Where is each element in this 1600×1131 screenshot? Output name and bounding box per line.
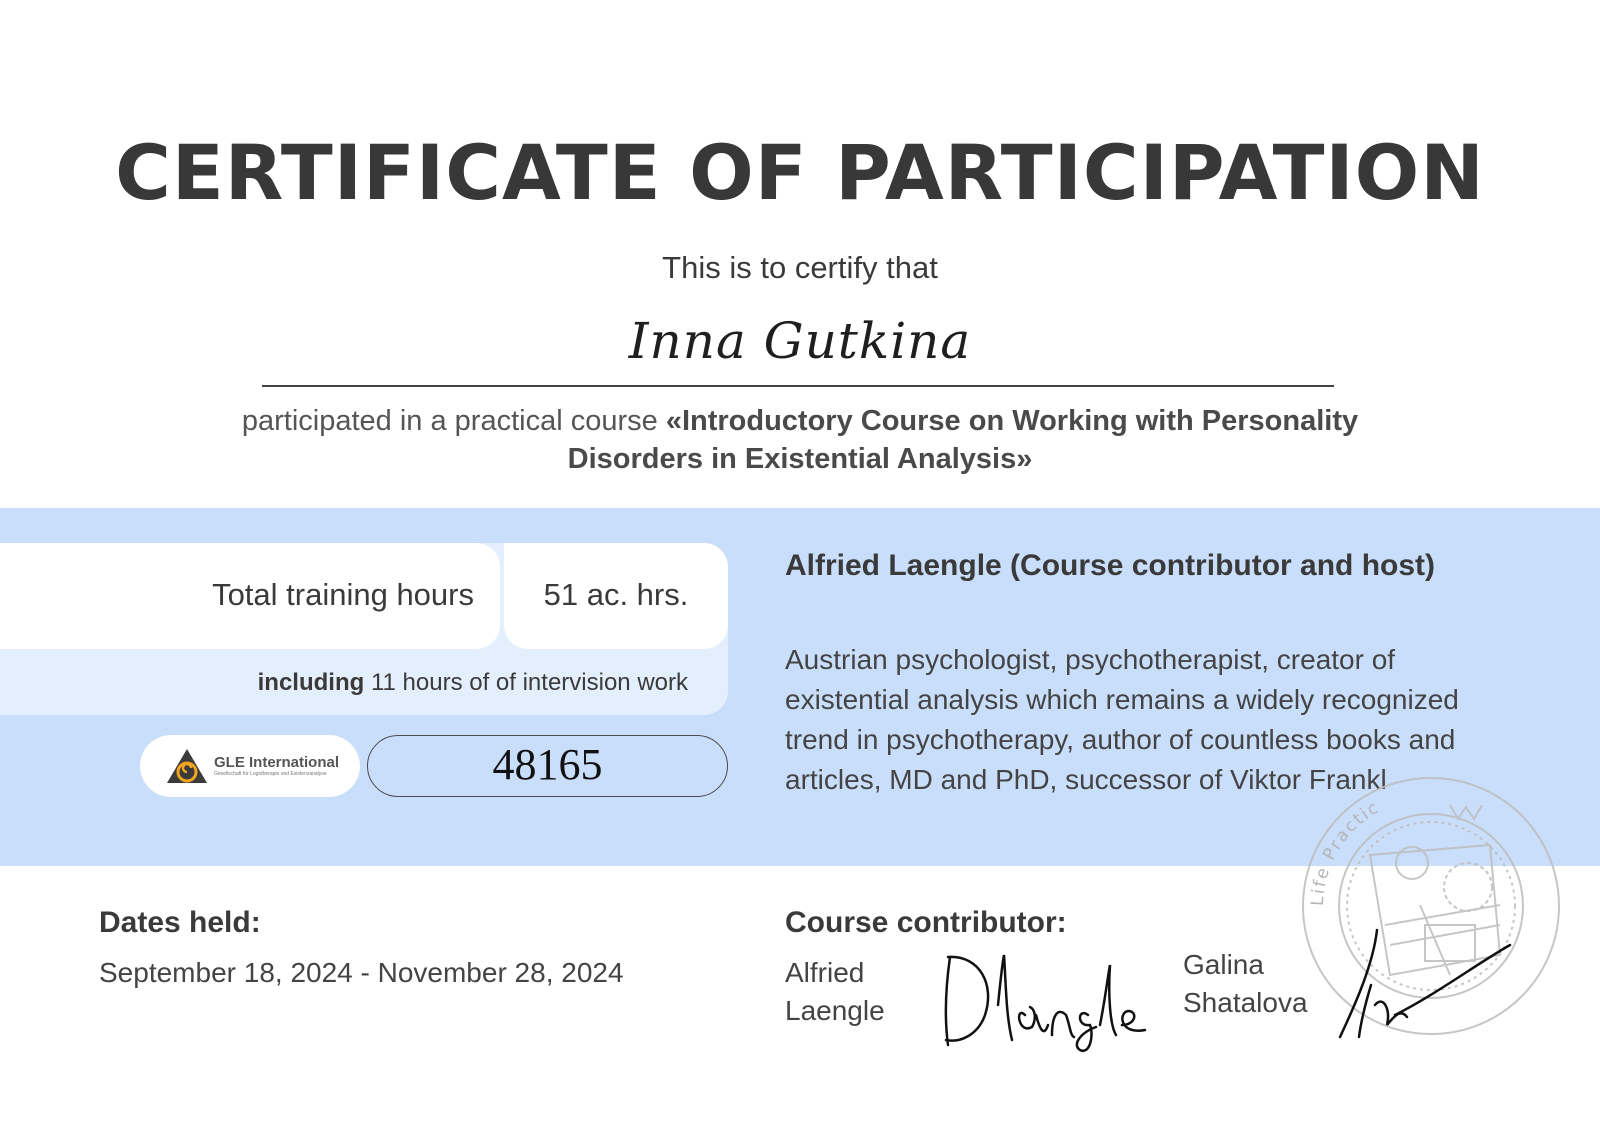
host-heading: Alfried Laengle (Course contributor and host)	[785, 549, 1436, 582]
intervision-note	[258, 669, 688, 697]
logo-name: GLE International	[214, 754, 340, 771]
certify-text: This is to certify that	[662, 250, 938, 285]
gle-logo	[140, 735, 360, 797]
gle-triangle-spiral-icon	[166, 748, 208, 784]
dates-label: Dates held:	[99, 906, 261, 939]
name-underline	[262, 385, 1334, 387]
course-prefix: participated in a practical course	[241, 405, 666, 437]
course-name: «Introductory Course on Working with Personality Disorders in Existential Analysis»	[567, 405, 1359, 475]
contributor-name-2: Galina Shatalova	[1183, 949, 1308, 1018]
hours-label-box	[0, 543, 500, 649]
contributor-label: Course contributor:	[785, 906, 1067, 939]
recipient-name: Inna Gutkina	[628, 312, 972, 370]
contributor-name-1: Alfried Laengle	[785, 957, 885, 1026]
course-description	[200, 402, 1400, 478]
hours-label: Total training hours	[212, 577, 474, 612]
seal-text: Life Practic	[1307, 797, 1384, 907]
signature-shatalova	[1335, 925, 1515, 1045]
certificate-number: 48165	[367, 735, 728, 797]
hours-value: 51 ac. hrs.	[543, 577, 689, 612]
intervision-note-text: 11 hours of of intervision work	[364, 669, 688, 696]
signature-laengle	[940, 945, 1150, 1055]
dates-value: September 18, 2024 - November 28, 2024	[99, 957, 624, 988]
hours-value-box	[504, 543, 728, 649]
intervision-note-bold: including	[257, 669, 365, 696]
certificate-title: CERTIFICATE OF PARTICIPATION	[115, 128, 1485, 217]
host-bio: Austrian psychologist, psychotherapist, creator of existential analysis which remains a widely recognized trend in psychotherapy, author of countless books and articles, MD and PhD, successor of Viktor Frankl	[785, 644, 1459, 795]
logo-subtitle: Gesellschaft für Logotherapie und Existenzanalyse	[214, 771, 327, 777]
